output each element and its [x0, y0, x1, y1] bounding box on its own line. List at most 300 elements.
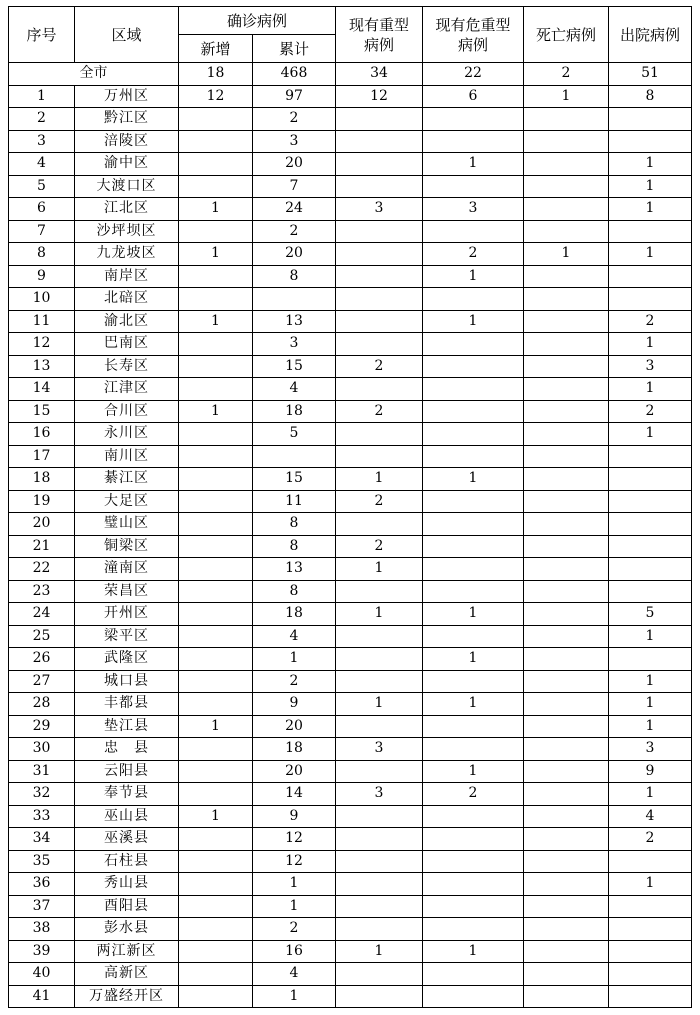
cell-critical — [423, 738, 524, 761]
cell-severe — [336, 895, 423, 918]
cell-deaths — [524, 130, 609, 153]
cell-deaths — [524, 175, 609, 198]
cell-seq: 1 — [9, 85, 75, 108]
cell-severe: 2 — [336, 355, 423, 378]
cell-critical: 1 — [423, 693, 524, 716]
cell-region: 忠 县 — [75, 738, 179, 761]
cell-severe — [336, 648, 423, 671]
cell-cumulative: 1 — [253, 648, 336, 671]
table-row — [9, 108, 692, 131]
cell-seq: 34 — [9, 828, 75, 851]
cell-severe — [336, 378, 423, 401]
cell-new — [179, 175, 253, 198]
cell-critical: 1 — [423, 468, 524, 491]
cell-seq: 14 — [9, 378, 75, 401]
cell-region: 北碚区 — [75, 288, 179, 311]
cell-deaths — [524, 895, 609, 918]
cell-critical: 1 — [423, 153, 524, 176]
cell-severe — [336, 873, 423, 896]
cell-discharged: 5 — [609, 603, 692, 626]
cell-region: 渝北区 — [75, 310, 179, 333]
cell-cumulative: 24 — [253, 198, 336, 221]
cell-seq: 35 — [9, 850, 75, 873]
cell-critical — [423, 850, 524, 873]
cell-seq: 20 — [9, 513, 75, 536]
table-row — [9, 783, 692, 806]
cell-severe — [336, 715, 423, 738]
cell-discharged — [609, 895, 692, 918]
total-severe: 34 — [336, 63, 423, 86]
cell-discharged: 2 — [609, 310, 692, 333]
table-row — [9, 940, 692, 963]
cell-severe — [336, 670, 423, 693]
cell-severe: 12 — [336, 85, 423, 108]
cell-new — [179, 265, 253, 288]
cell-seq: 9 — [9, 265, 75, 288]
cell-region: 巫山县 — [75, 805, 179, 828]
total-label: 全市 — [9, 63, 179, 86]
cell-deaths — [524, 378, 609, 401]
cell-discharged: 1 — [609, 423, 692, 446]
cell-discharged — [609, 648, 692, 671]
cell-severe — [336, 108, 423, 131]
cell-cumulative: 2 — [253, 670, 336, 693]
cell-new — [179, 760, 253, 783]
table-row — [9, 873, 692, 896]
cell-critical — [423, 423, 524, 446]
header-deaths: 死亡病例 — [524, 7, 609, 63]
cell-discharged — [609, 288, 692, 311]
cell-region: 璧山区 — [75, 513, 179, 536]
cell-new — [179, 850, 253, 873]
cell-critical — [423, 805, 524, 828]
table-row — [9, 670, 692, 693]
cell-severe — [336, 625, 423, 648]
cell-deaths — [524, 468, 609, 491]
cell-new — [179, 513, 253, 536]
table-row — [9, 378, 692, 401]
cell-cumulative: 20 — [253, 243, 336, 266]
table-row — [9, 580, 692, 603]
cell-deaths — [524, 108, 609, 131]
total-critical: 22 — [423, 63, 524, 86]
table-row — [9, 355, 692, 378]
header-cumulative: 累计 — [253, 35, 336, 63]
cell-discharged — [609, 130, 692, 153]
cell-seq: 27 — [9, 670, 75, 693]
cell-region: 石柱县 — [75, 850, 179, 873]
cell-seq: 3 — [9, 130, 75, 153]
cell-new — [179, 625, 253, 648]
table-row — [9, 130, 692, 153]
cell-seq: 19 — [9, 490, 75, 513]
cell-discharged — [609, 918, 692, 941]
cell-seq: 29 — [9, 715, 75, 738]
table-row — [9, 693, 692, 716]
table-row — [9, 535, 692, 558]
table-row — [9, 558, 692, 581]
cell-cumulative: 2 — [253, 918, 336, 941]
cell-cumulative: 18 — [253, 738, 336, 761]
total-new: 18 — [179, 63, 253, 86]
cell-cumulative: 14 — [253, 783, 336, 806]
cell-new — [179, 535, 253, 558]
header-severe: 现有重型病例 — [336, 7, 423, 63]
cell-region: 奉节县 — [75, 783, 179, 806]
cell-seq: 36 — [9, 873, 75, 896]
cell-new — [179, 423, 253, 446]
cell-region: 长寿区 — [75, 355, 179, 378]
table-row — [9, 828, 692, 851]
cell-region: 秀山县 — [75, 873, 179, 896]
cell-seq: 38 — [9, 918, 75, 941]
cell-cumulative: 8 — [253, 580, 336, 603]
cell-seq: 40 — [9, 963, 75, 986]
cell-critical — [423, 670, 524, 693]
cell-new — [179, 490, 253, 513]
cell-region: 垫江县 — [75, 715, 179, 738]
cell-critical — [423, 985, 524, 1008]
cell-critical — [423, 108, 524, 131]
cell-seq: 31 — [9, 760, 75, 783]
cell-critical — [423, 625, 524, 648]
cell-critical — [423, 490, 524, 513]
cell-severe — [336, 580, 423, 603]
cell-cumulative: 13 — [253, 310, 336, 333]
table-row — [9, 288, 692, 311]
cell-discharged — [609, 265, 692, 288]
cell-seq: 26 — [9, 648, 75, 671]
cell-severe — [336, 243, 423, 266]
cell-seq: 15 — [9, 400, 75, 423]
cell-discharged — [609, 558, 692, 581]
cell-deaths — [524, 445, 609, 468]
cell-new — [179, 378, 253, 401]
table-row — [9, 648, 692, 671]
cell-new — [179, 288, 253, 311]
cell-deaths — [524, 850, 609, 873]
header-region: 区域 — [75, 7, 179, 63]
cell-seq: 21 — [9, 535, 75, 558]
table-row — [9, 760, 692, 783]
cell-severe — [336, 288, 423, 311]
cell-seq: 41 — [9, 985, 75, 1008]
table-row — [9, 805, 692, 828]
cell-cumulative — [253, 445, 336, 468]
cell-critical — [423, 355, 524, 378]
cell-cumulative: 1 — [253, 985, 336, 1008]
cell-seq: 28 — [9, 693, 75, 716]
cell-discharged: 4 — [609, 805, 692, 828]
cell-critical: 6 — [423, 85, 524, 108]
cell-critical — [423, 580, 524, 603]
total-deaths: 2 — [524, 63, 609, 86]
cell-region: 潼南区 — [75, 558, 179, 581]
cell-critical: 1 — [423, 760, 524, 783]
cell-cumulative: 18 — [253, 603, 336, 626]
cell-deaths — [524, 828, 609, 851]
cell-deaths — [524, 918, 609, 941]
cell-discharged — [609, 963, 692, 986]
cell-seq: 7 — [9, 220, 75, 243]
cell-region: 巫溪县 — [75, 828, 179, 851]
cell-critical — [423, 828, 524, 851]
table-row — [9, 198, 692, 221]
cell-new — [179, 670, 253, 693]
header-seq: 序号 — [9, 7, 75, 63]
cell-region: 江津区 — [75, 378, 179, 401]
cell-region: 酉阳县 — [75, 895, 179, 918]
cell-discharged: 1 — [609, 625, 692, 648]
cell-cumulative: 97 — [253, 85, 336, 108]
cell-cumulative: 4 — [253, 625, 336, 648]
table-row — [9, 715, 692, 738]
cell-critical — [423, 288, 524, 311]
cell-new — [179, 783, 253, 806]
table-row — [9, 220, 692, 243]
cell-region: 万州区 — [75, 85, 179, 108]
cell-cumulative: 20 — [253, 715, 336, 738]
cell-deaths — [524, 513, 609, 536]
table-row — [9, 445, 692, 468]
cell-discharged: 1 — [609, 243, 692, 266]
cell-cumulative: 18 — [253, 400, 336, 423]
cell-deaths — [524, 985, 609, 1008]
cell-discharged — [609, 108, 692, 131]
table-row — [9, 175, 692, 198]
cell-new — [179, 445, 253, 468]
cell-new: 1 — [179, 198, 253, 221]
cell-discharged: 1 — [609, 175, 692, 198]
cell-discharged: 1 — [609, 198, 692, 221]
cell-new — [179, 873, 253, 896]
table-row — [9, 850, 692, 873]
cell-region: 渝中区 — [75, 153, 179, 176]
cell-new: 1 — [179, 715, 253, 738]
cell-critical — [423, 918, 524, 941]
cell-severe — [336, 985, 423, 1008]
cell-severe: 1 — [336, 558, 423, 581]
cell-region: 丰都县 — [75, 693, 179, 716]
cell-cumulative: 5 — [253, 423, 336, 446]
cell-cumulative: 12 — [253, 850, 336, 873]
cell-critical — [423, 175, 524, 198]
cell-critical — [423, 400, 524, 423]
cell-region: 綦江区 — [75, 468, 179, 491]
cell-region: 铜梁区 — [75, 535, 179, 558]
cell-new: 1 — [179, 310, 253, 333]
cell-region: 开州区 — [75, 603, 179, 626]
cell-cumulative: 3 — [253, 130, 336, 153]
cell-deaths — [524, 355, 609, 378]
cell-severe — [336, 918, 423, 941]
cell-new — [179, 895, 253, 918]
cell-seq: 13 — [9, 355, 75, 378]
cell-seq: 32 — [9, 783, 75, 806]
cell-deaths — [524, 670, 609, 693]
cell-region: 合川区 — [75, 400, 179, 423]
cell-cumulative — [253, 288, 336, 311]
cell-cumulative: 15 — [253, 468, 336, 491]
cell-new — [179, 355, 253, 378]
cell-discharged — [609, 445, 692, 468]
cell-critical — [423, 715, 524, 738]
cell-cumulative: 15 — [253, 355, 336, 378]
table-row — [9, 895, 692, 918]
cell-critical — [423, 513, 524, 536]
cell-discharged: 1 — [609, 715, 692, 738]
cell-discharged: 2 — [609, 400, 692, 423]
cell-region: 梁平区 — [75, 625, 179, 648]
cell-critical — [423, 333, 524, 356]
cell-deaths — [524, 693, 609, 716]
cell-region: 沙坪坝区 — [75, 220, 179, 243]
cell-new — [179, 153, 253, 176]
cell-seq: 30 — [9, 738, 75, 761]
cell-deaths — [524, 220, 609, 243]
cell-region: 涪陵区 — [75, 130, 179, 153]
cell-deaths — [524, 490, 609, 513]
cell-region: 永川区 — [75, 423, 179, 446]
cell-region: 大渡口区 — [75, 175, 179, 198]
cell-critical: 2 — [423, 783, 524, 806]
cell-seq: 8 — [9, 243, 75, 266]
cell-deaths — [524, 715, 609, 738]
table-row — [9, 963, 692, 986]
cell-deaths — [524, 558, 609, 581]
cell-region: 万盛经开区 — [75, 985, 179, 1008]
cell-deaths: 1 — [524, 243, 609, 266]
cell-new: 1 — [179, 805, 253, 828]
cell-severe — [336, 310, 423, 333]
cell-deaths — [524, 805, 609, 828]
cell-discharged: 9 — [609, 760, 692, 783]
cell-new: 1 — [179, 400, 253, 423]
cell-deaths — [524, 288, 609, 311]
cell-seq: 17 — [9, 445, 75, 468]
cell-discharged: 3 — [609, 738, 692, 761]
cell-severe: 3 — [336, 783, 423, 806]
table-row — [9, 265, 692, 288]
cell-severe — [336, 220, 423, 243]
cell-new — [179, 603, 253, 626]
header-new: 新增 — [179, 35, 253, 63]
total-cumulative: 468 — [253, 63, 336, 86]
case-statistics-table — [8, 6, 692, 1008]
cell-critical — [423, 963, 524, 986]
cell-deaths — [524, 625, 609, 648]
cell-severe: 1 — [336, 693, 423, 716]
cell-region: 云阳县 — [75, 760, 179, 783]
cell-cumulative: 8 — [253, 535, 336, 558]
cell-region: 武隆区 — [75, 648, 179, 671]
cell-cumulative: 4 — [253, 378, 336, 401]
cell-critical: 1 — [423, 940, 524, 963]
table-row — [9, 603, 692, 626]
cell-cumulative: 20 — [253, 153, 336, 176]
table-row — [9, 918, 692, 941]
cell-region: 黔江区 — [75, 108, 179, 131]
cell-discharged: 1 — [609, 670, 692, 693]
header-confirmed: 确诊病例 — [179, 7, 336, 35]
cell-critical — [423, 130, 524, 153]
cell-new — [179, 130, 253, 153]
table-row — [9, 85, 692, 108]
cell-discharged: 1 — [609, 333, 692, 356]
cell-seq: 37 — [9, 895, 75, 918]
cell-severe — [336, 513, 423, 536]
cell-discharged — [609, 850, 692, 873]
cell-discharged — [609, 940, 692, 963]
cell-new — [179, 108, 253, 131]
cell-cumulative: 1 — [253, 873, 336, 896]
cell-seq: 11 — [9, 310, 75, 333]
cell-discharged — [609, 535, 692, 558]
cell-deaths — [524, 963, 609, 986]
cell-severe: 1 — [336, 468, 423, 491]
cell-critical — [423, 445, 524, 468]
cell-cumulative: 8 — [253, 513, 336, 536]
cell-region: 城口县 — [75, 670, 179, 693]
table-row — [9, 153, 692, 176]
cell-cumulative: 3 — [253, 333, 336, 356]
cell-seq: 2 — [9, 108, 75, 131]
cell-new — [179, 468, 253, 491]
cell-severe — [336, 760, 423, 783]
total-row — [9, 63, 692, 86]
cell-deaths — [524, 760, 609, 783]
cell-seq: 4 — [9, 153, 75, 176]
cell-discharged: 1 — [609, 873, 692, 896]
cell-new — [179, 918, 253, 941]
cell-cumulative: 2 — [253, 108, 336, 131]
cell-new — [179, 963, 253, 986]
cell-region: 巴南区 — [75, 333, 179, 356]
cell-severe: 2 — [336, 535, 423, 558]
table-row — [9, 513, 692, 536]
cell-region: 江北区 — [75, 198, 179, 221]
table-row — [9, 310, 692, 333]
cell-deaths — [524, 423, 609, 446]
total-discharged: 51 — [609, 63, 692, 86]
cell-critical — [423, 378, 524, 401]
cell-severe — [336, 175, 423, 198]
cell-seq: 5 — [9, 175, 75, 198]
cell-severe — [336, 445, 423, 468]
cell-new: 1 — [179, 243, 253, 266]
cell-seq: 39 — [9, 940, 75, 963]
table-row — [9, 985, 692, 1008]
cell-region: 大足区 — [75, 490, 179, 513]
cell-cumulative: 20 — [253, 760, 336, 783]
cell-seq: 18 — [9, 468, 75, 491]
cell-new — [179, 738, 253, 761]
cell-cumulative: 11 — [253, 490, 336, 513]
table-row — [9, 625, 692, 648]
cell-deaths — [524, 265, 609, 288]
cell-severe: 2 — [336, 400, 423, 423]
cell-cumulative: 12 — [253, 828, 336, 851]
header-discharged: 出院病例 — [609, 7, 692, 63]
cell-severe — [336, 805, 423, 828]
table-row — [9, 400, 692, 423]
cell-new — [179, 558, 253, 581]
cell-severe — [336, 153, 423, 176]
cell-seq: 22 — [9, 558, 75, 581]
table-body — [9, 63, 692, 1008]
table-row — [9, 423, 692, 446]
cell-deaths — [524, 738, 609, 761]
